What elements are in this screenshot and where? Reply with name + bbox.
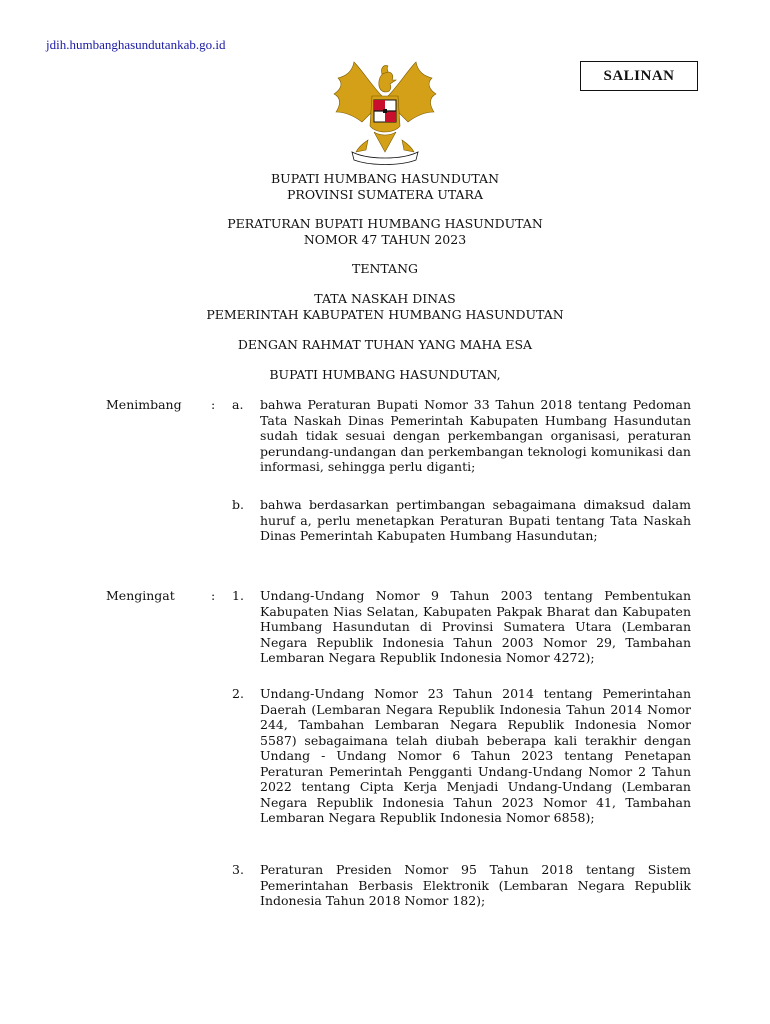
heading-line: DENGAN RAHMAT TUHAN YANG MAHA ESA — [237, 337, 533, 352]
mengingat-label: Mengingat — [106, 588, 175, 603]
list-marker: 2. — [232, 686, 244, 701]
menimbang-item: bahwa Peraturan Bupati Nomor 33 Tahun 2018 tentang Pedoman Tata Naskah Dinas Pemerintah Kabupaten Humbang Hasundutan sudah tidak sesuai dengan perkembangan organisasi, peraturan perundang-undangan dan perkembangan teknologi komunikasi dan informasi, sehingga perlu diganti; — [260, 397, 691, 474]
list-marker: b. — [232, 497, 244, 512]
heading-line: TENTANG — [351, 261, 418, 276]
blessing-line — [0, 337, 770, 353]
issuer-line — [0, 367, 770, 383]
heading-line: PEMERINTAH KABUPATEN HUMBANG HASUNDUTAN — [206, 306, 564, 322]
heading-line: PERATURAN BUPATI HUMBANG HASUNDUTAN — [227, 216, 543, 231]
menimbang-colon: : — [211, 397, 216, 412]
mengingat-item: Peraturan Presiden Nomor 95 Tahun 2018 tentang Sistem Pemerintahan Berbasis Elektronik (Lembaran Negara Republik Indonesia Tahun 2018 Nomor 182); — [260, 862, 691, 908]
about-label — [0, 261, 770, 277]
menimbang-label: Menimbang — [106, 397, 182, 412]
regulation-title — [0, 216, 770, 247]
list-marker: 1. — [232, 588, 244, 603]
heading-line: BUPATI HUMBANG HASUNDUTAN, — [269, 367, 501, 382]
mengingat-colon: : — [211, 588, 216, 603]
heading-line: PROVINSI SUMATERA UTARA — [287, 186, 483, 202]
heading-line: BUPATI HUMBANG HASUNDUTAN — [270, 171, 500, 186]
menimbang-item: bahwa berdasarkan pertimbangan sebagaimana dimaksud dalam huruf a, perlu menetapkan Peraturan Bupati tentang Tata Naskah Dinas Pemerintah Kabupaten Humbang Hasundutan; — [260, 497, 691, 543]
list-marker: a. — [232, 397, 244, 412]
regulation-subject — [0, 291, 770, 322]
heading-line: TATA NASKAH DINAS — [314, 291, 456, 306]
site-url-link[interactable]: jdih.humbanghasundutankab.go.id — [46, 37, 226, 52]
mengingat-item: Undang-Undang Nomor 9 Tahun 2003 tentang Pembentukan Kabupaten Nias Selatan, Kabupaten Pakpak Bharat dan Kabupaten Humbang Hasundutan di Provinsi Sumatera Utara (Lembaran Negara Republik Indonesia Tahun 2003 Nomor 29, Tambahan Lembaran Negara Republik Indonesia Nomor 4272); — [260, 588, 691, 665]
list-marker: 3. — [232, 862, 244, 877]
heading-line: NOMOR 47 TAHUN 2023 — [303, 231, 467, 247]
salinan-stamp: SALINAN — [580, 61, 698, 91]
garuda-emblem-icon — [332, 56, 438, 168]
issuer-heading — [0, 171, 770, 202]
mengingat-item: Undang-Undang Nomor 23 Tahun 2014 tentang Pemerintahan Daerah (Lembaran Negara Republik Indonesia Tahun 2014 Nomor 244, Tambahan Lembaran Negara Republik Indonesia Nomor 5587) sebagaimana telah diubah beberapa kali terakhir dengan Undang - Undang Nomor 6 Tahun 2023 tentang Penetapan Peraturan Pemerintah Pengganti Undang-Undang Nomor 2 Tahun 2022 tentang Cipta Kerja Menjadi Undang-Undang (Lembaran Negara Republik Indonesia Tahun 2023 Nomor 41, Tambahan Lembaran Negara Republik Indonesia Nomor 6858); — [260, 686, 691, 825]
